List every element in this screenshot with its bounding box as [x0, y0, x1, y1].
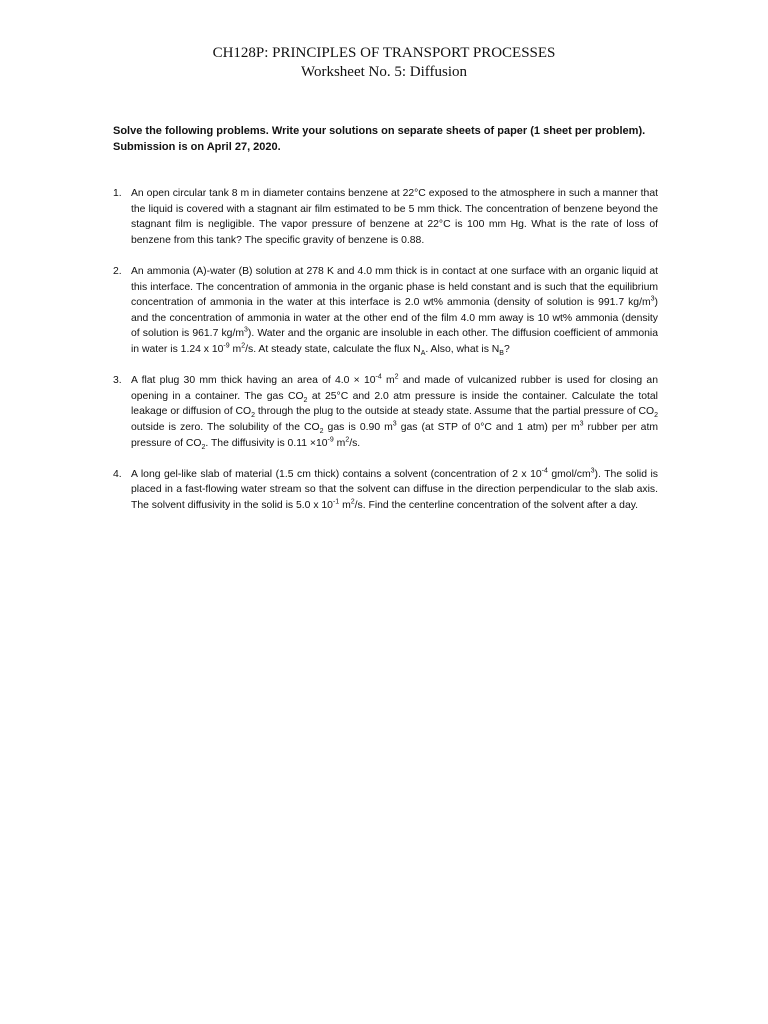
problem-number: 3. — [113, 375, 122, 387]
course-title: CH128P: PRINCIPLES OF TRANSPORT PROCESSES — [212, 45, 556, 61]
problem-text: A flat plug 30 mm thick having an area of $4.0 \times 10^{-4}$ $m^2$ and made of vulcanized rubber is used for closing an opening in a container. The gas $CO_2$ at 25°C and 2.0 atm pressure is inside the container. Calculate the total leakage or diffusion of $CO_2$ through the plug to the outside at steady state. Assume that the partial pressure of $CO_2$ outside is zero. The solubility of the $CO_2$ gas is 0.90 $m^3$ gas (at STP of 0°C and 1 atm) per $m^3$ rubber per atm pressure of $CO_2$. The diffusivity is $0.11 \times 10^{-9}$ $m^2/s$. — [131, 373, 658, 451]
problem-number: 1. — [113, 188, 122, 199]
problem-text: An ammonia (A)-water (B) solution at 278 K and 4.0 mm thick is in contact at one surface with an organic liquid at this interface. The concentration of ammonia in the organic phase is held constant and is such that the equilibrium concentration of ammonia in the water at this interface is 2.0 wt% ammonia (density of solution is 991.7 $kg/m^3$) and the concentration of ammonia in water at the other end of the film 4.0 mm away is 10 wt% ammonia (density of solution is 961.7 $kg/m^3$). Water and the organic are insoluble in each other. The diffusion coefficient of ammonia in water is 1.24 x $10^{-9}$ $m^2/s$. At steady state, calculate the flux $N_A$. Also, what is $N_B$? — [131, 265, 658, 358]
problem-1 — [113, 186, 658, 248]
problem-number: 2. — [113, 265, 122, 277]
instructions — [113, 124, 658, 155]
problem-4 — [113, 467, 658, 514]
problem-2 — [113, 264, 658, 358]
worksheet-title: Worksheet No. 5: Diffusion — [301, 64, 467, 80]
problem-list — [113, 186, 658, 529]
document-header — [0, 44, 768, 82]
problem-text: An open circular tank 8 m in diameter contains benzene at 22°C exposed to the atmosphere in such a manner that the liquid is covered with a stagnant air film estimated to be 5 mm thick. The concentration of benzene beyond the stagnant film is negligible. The vapor pressure of benzene at 22°C is 100 mm Hg. What is the rate of loss of benzene from this tank? The specific gravity of benzene is 0.88. — [131, 188, 658, 246]
problem-number: 4. — [113, 468, 122, 480]
problem-3 — [113, 373, 658, 451]
instructions-line-2: Submission is on April 27, 2020. — [113, 140, 281, 153]
instructions-line-1: Solve the following problems. Write your solutions on separate sheets of paper (1 sheet per problem). — [113, 125, 646, 137]
problem-text: A long gel-like slab of material (1.5 cm thick) contains a solvent (concentration of 2 x $10^{-4}$ gmol/$cm^3$). The solid is placed in a fast-flowing water stream so that the solvent can diffuse in the direction perpendicular to the slab axis. The solvent diffusivity in the solid is 5.0 x $10^{-1}$ $m^2/s$. Find the centerline concentration of the solvent after a day. — [131, 467, 658, 511]
